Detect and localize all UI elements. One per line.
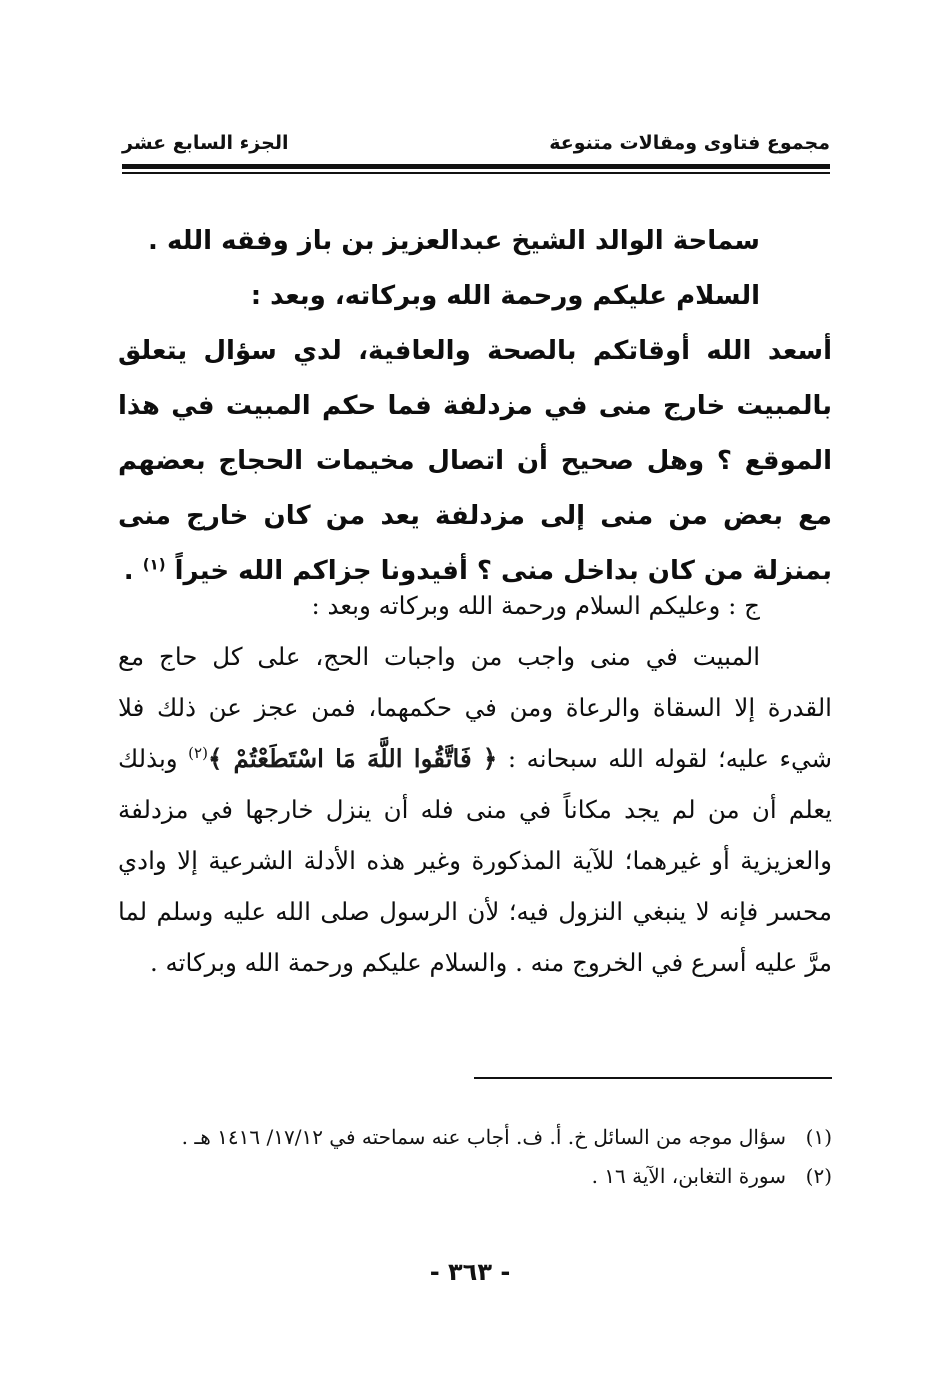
- question-addressee: سماحة الوالد الشيخ عبدالعزيز بن باز وفقه الله .: [148, 226, 760, 256]
- footnote: [118, 1118, 832, 1157]
- answer-text-part1: المبيت في منى واجب من واجبات الحج، على كل حاج مع القدرة إلا السقاة والرعاة ومن في حكمهما، فمن عجز عن ذلك فلا شيء عليه؛ لقوله الله سبحانه :: [118, 642, 832, 773]
- book-title: مجموع فتاوى ومقالات متنوعة: [549, 132, 830, 154]
- question-end: .: [123, 556, 134, 586]
- footnote-text: سورة التغابن، الآية ١٦ .: [591, 1164, 786, 1188]
- header-rule-thin: [122, 172, 830, 174]
- running-header: [122, 126, 830, 166]
- footnote-ref-2: (٢): [188, 743, 208, 762]
- footnote-number: (١): [805, 1125, 832, 1149]
- footnote-ref-1: (١): [142, 555, 166, 574]
- question-text: أسعد الله أوقاتكم بالصحة والعافية، لدي سؤال يتعلق بالمبيت خارج منى في مزدلفة فما حكم المبيت في هذا الموقع ؟ وهل صحيح أن اتصال مخيمات الحجاج بعضهم مع بعض من منى إلى مزدلفة يعد من كان خارج منى بمنزلة من كان بداخل منى ؟ أفيدونا جزاكم الله خيراً: [118, 336, 832, 586]
- footnote-number: (٢): [805, 1164, 832, 1188]
- answer-section: [118, 580, 832, 988]
- answer-body: [118, 631, 832, 988]
- footnote-text: سؤال موجه من السائل خ. أ. ف. أجاب عنه سماحته في ١٧/١٢/ ١٤١٦ هـ .: [181, 1125, 786, 1149]
- footnotes: [118, 1118, 832, 1196]
- footnote-separator: [474, 1077, 832, 1079]
- footnote: [118, 1157, 832, 1196]
- answer-intro: ج : وعليكم السلام ورحمة الله وبركاته وبعد :: [311, 591, 760, 620]
- question-section: [118, 214, 832, 599]
- answer-text-part2: وبذلك يعلم أن من لم يجد مكاناً في منى فله أن ينزل خارجها في مزدلفة والعزيزية أو غيرهما؛ للآية المذكورة وغير هذه الأدلة الشرعية إلا وادي محسر فإنه لا ينبغي النزول فيه؛ لأن الرسول صلى الله عليه وسلم لما مرَّ عليه أسرع في الخروج منه . والسلام عليكم ورحمة الله وبركاته .: [118, 744, 832, 977]
- header-rule-thick: [122, 164, 830, 169]
- question-greeting: السلام عليكم ورحمة الله وبركاته، وبعد :: [250, 281, 760, 311]
- quran-verse: ﴿ فَاتَّقُوا اللَّهَ مَا اسْتَطَعْتُمْ ﴾: [207, 744, 498, 773]
- question-body: [118, 324, 832, 599]
- page-number: - ٣٦٣ -: [429, 1258, 511, 1286]
- volume-label: الجزء السابع عشر: [122, 132, 289, 154]
